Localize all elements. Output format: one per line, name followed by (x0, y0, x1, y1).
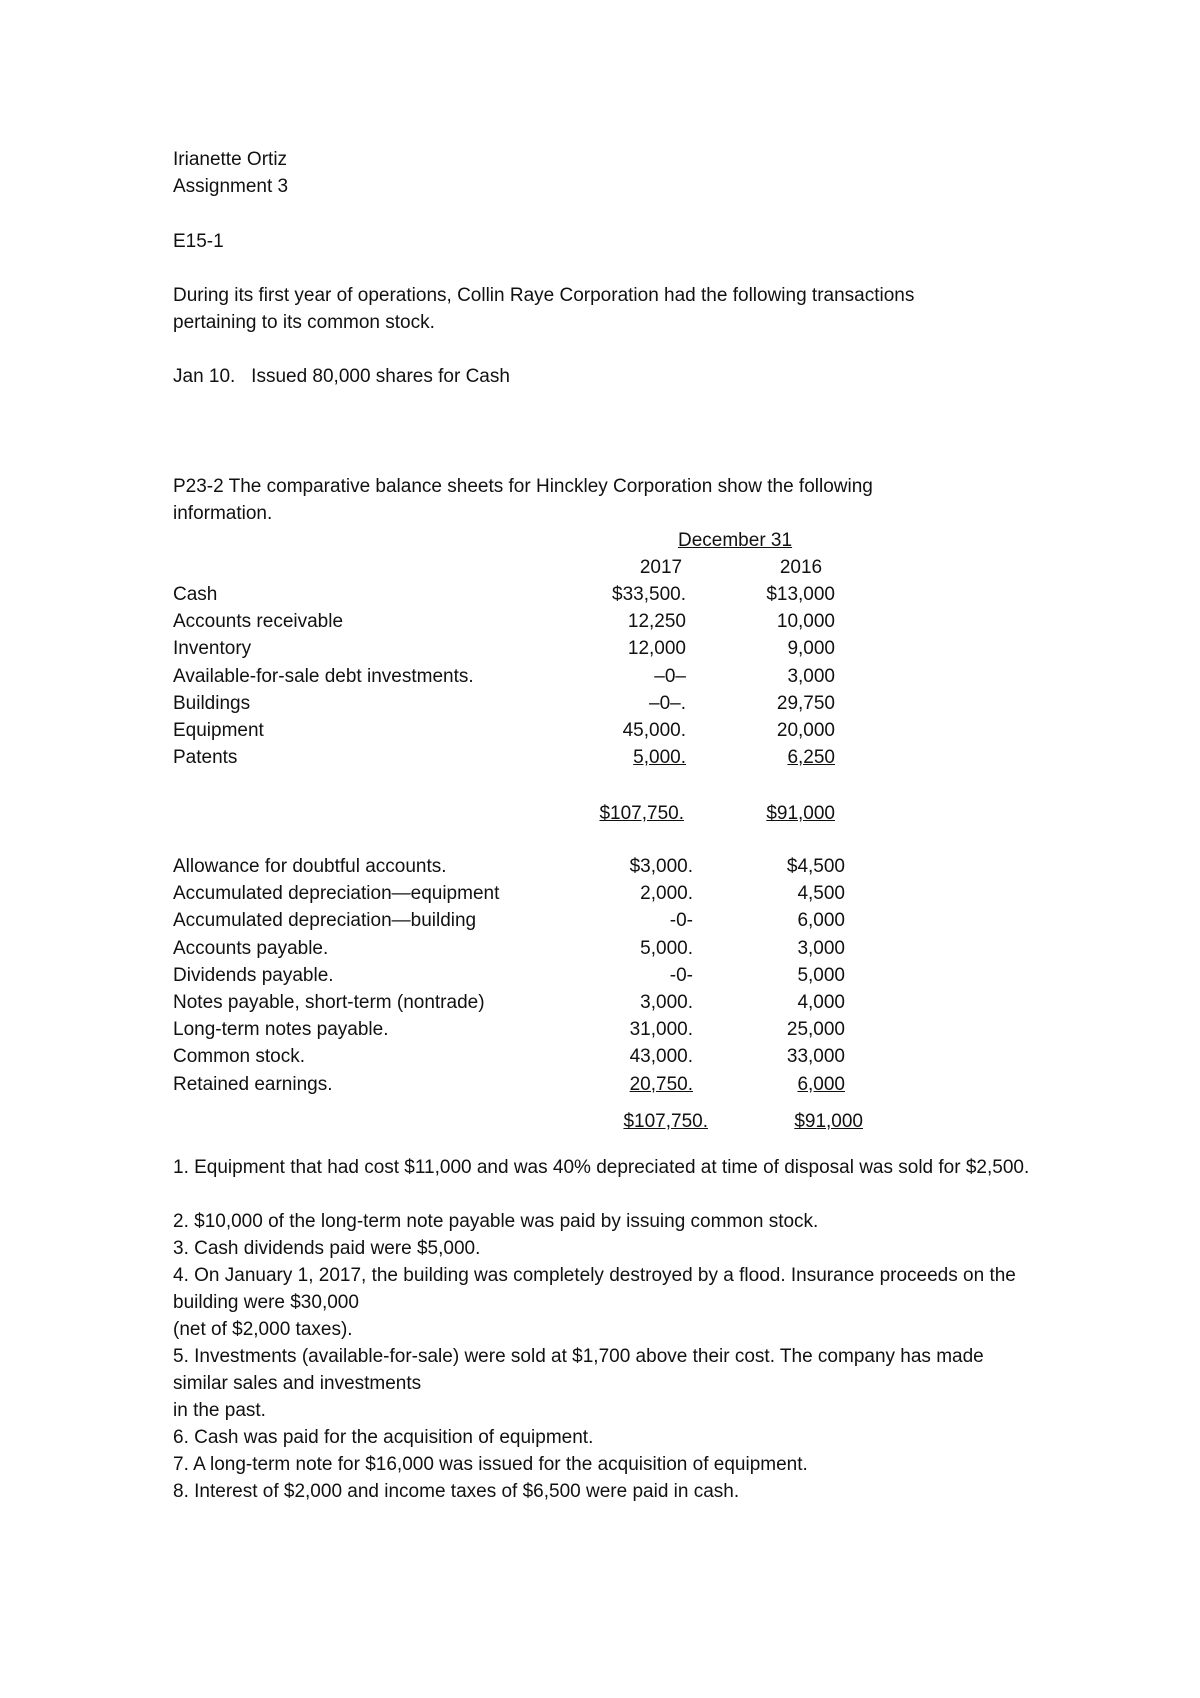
balance-value-2016: $4,500 (786, 856, 845, 877)
balance-value-2016: 4,500 (797, 883, 845, 905)
balance-row (173, 962, 863, 989)
balance-row-label: Available-for-sale debt investments. (173, 665, 474, 687)
balance-value-2017: 5,000. (633, 747, 686, 769)
balance-row (173, 635, 863, 662)
balance-value-2016: 20,000 (776, 720, 835, 741)
note-line: (net of $2,000 taxes). (173, 1319, 353, 1340)
note-line: 5. Investments (available-for-sale) were sold at $1,700 above their cost. The company has made similar sales and investments (173, 1346, 984, 1394)
balance-row-label: Cash (173, 584, 218, 605)
assets-total-2016: $91,000 (766, 803, 835, 824)
balance-row-label: Equipment (173, 720, 264, 741)
note-line: 4. On January 1, 2017, the building was completely destroyed by a flood. Insurance proceeds on the building were $30,000 (173, 1265, 1016, 1313)
balance-row (173, 935, 863, 962)
balance-row-label: Accounts payable. (173, 937, 329, 959)
exercise-transaction: Jan 10. Issued 80,000 shares for Cash (173, 366, 510, 387)
balance-row-label: Accumulated depreciation—building (173, 910, 477, 932)
balance-value-2017: 31,000. (629, 1019, 693, 1041)
balance-value-2016: 3,000 (797, 937, 845, 959)
balance-row (173, 581, 863, 608)
balance-value-2016: 33,000 (786, 1046, 845, 1068)
year-2016-header: 2016 (779, 557, 823, 578)
balance-value-2017: 20,750. (629, 1073, 693, 1095)
balance-value-2016: 9,000 (787, 638, 835, 660)
balance-row-label: Buildings (173, 692, 251, 714)
balance-row (173, 907, 863, 934)
balance-value-2017: 3,000. (640, 992, 693, 1013)
balance-row-label: Dividends payable. (173, 964, 334, 986)
balance-row (173, 853, 863, 880)
balance-value-2017: 12,250 (627, 611, 686, 633)
note-line: 2. $10,000 of the long-term note payable was paid by issuing common stock. (173, 1211, 819, 1232)
balance-row-label: Notes payable, short-term (nontrade) (173, 992, 485, 1013)
balance-value-2017: 5,000. (640, 937, 693, 959)
balance-row (173, 1043, 863, 1070)
liabilities-total-2017: $107,750. (623, 1111, 708, 1132)
balance-value-2017: -0- (669, 910, 693, 932)
balance-row-label: Patents (173, 747, 238, 769)
balance-value-2016: 5,000 (797, 964, 845, 986)
note-line: 8. Interest of $2,000 and income taxes of $6,500 were paid in cash. (173, 1481, 740, 1502)
balance-value-2017: -0- (669, 964, 693, 986)
balance-value-2017: 45,000. (622, 720, 686, 741)
balance-value-2017: $33,500. (612, 584, 686, 605)
year-2017-header: 2017 (639, 557, 683, 578)
balance-value-2016: 6,250 (787, 747, 835, 769)
balance-row-label: Accumulated depreciation—equipment (173, 883, 500, 905)
balance-row (173, 608, 863, 635)
balance-row-label: Allowance for doubtful accounts. (173, 856, 447, 877)
balance-value-2017: 12,000 (627, 638, 686, 660)
problem-intro: P23-2 The comparative balance sheets for Hinckley Corporation show the following information. (173, 476, 873, 524)
balance-value-2017: –0– (654, 665, 686, 687)
balance-row (173, 1016, 863, 1043)
balance-value-2016: 10,000 (776, 611, 835, 633)
author-name: Irianette Ortiz (173, 149, 288, 170)
note-line: 7. A long-term note for $16,000 was issued for the acquisition of equipment. (173, 1454, 808, 1475)
note-line: in the past. (173, 1400, 266, 1421)
balance-row (173, 663, 863, 690)
note-line: 6. Cash was paid for the acquisition of equipment. (173, 1427, 594, 1448)
liabilities-total-2016: $91,000 (794, 1111, 863, 1132)
note-line: 3. Cash dividends paid were $5,000. (173, 1238, 481, 1259)
balance-value-2016: 6,000 (797, 910, 845, 932)
balance-value-2017: 2,000. (640, 883, 693, 905)
balance-row (173, 690, 863, 717)
balance-row (173, 989, 863, 1016)
balance-value-2017: 43,000. (629, 1046, 693, 1068)
exercise-intro: During its first year of operations, Collin Raye Corporation had the following transactions pertaining to its common stock. (173, 285, 915, 333)
balance-row-label: Long-term notes payable. (173, 1019, 389, 1041)
balance-row-label: Common stock. (173, 1046, 305, 1068)
balance-row (173, 744, 863, 771)
balance-value-2016: 29,750 (776, 692, 835, 714)
balance-value-2016: $13,000 (766, 584, 835, 605)
balance-row-label: Inventory (173, 638, 252, 660)
balance-row-label: Retained earnings. (173, 1073, 333, 1095)
balance-row-label: Accounts receivable (173, 611, 344, 633)
balance-value-2016: 6,000 (797, 1073, 845, 1095)
balance-row (173, 1071, 863, 1098)
period-header: December 31 (678, 530, 793, 551)
note-line: 1. Equipment that had cost $11,000 and was 40% depreciated at time of disposal was sold for $2,500. (173, 1157, 1030, 1178)
balance-value-2016: 3,000 (787, 665, 835, 687)
balance-value-2017: $3,000. (629, 856, 693, 877)
assets-total-2017: $107,750. (599, 803, 684, 824)
assignment-title: Assignment 3 (173, 176, 289, 197)
balance-row (173, 880, 863, 907)
balance-value-2017: –0–. (649, 692, 686, 714)
exercise-heading: E15-1 (173, 231, 224, 252)
balance-value-2016: 25,000 (786, 1019, 845, 1041)
balance-value-2016: 4,000 (797, 992, 845, 1013)
balance-row (173, 717, 863, 744)
